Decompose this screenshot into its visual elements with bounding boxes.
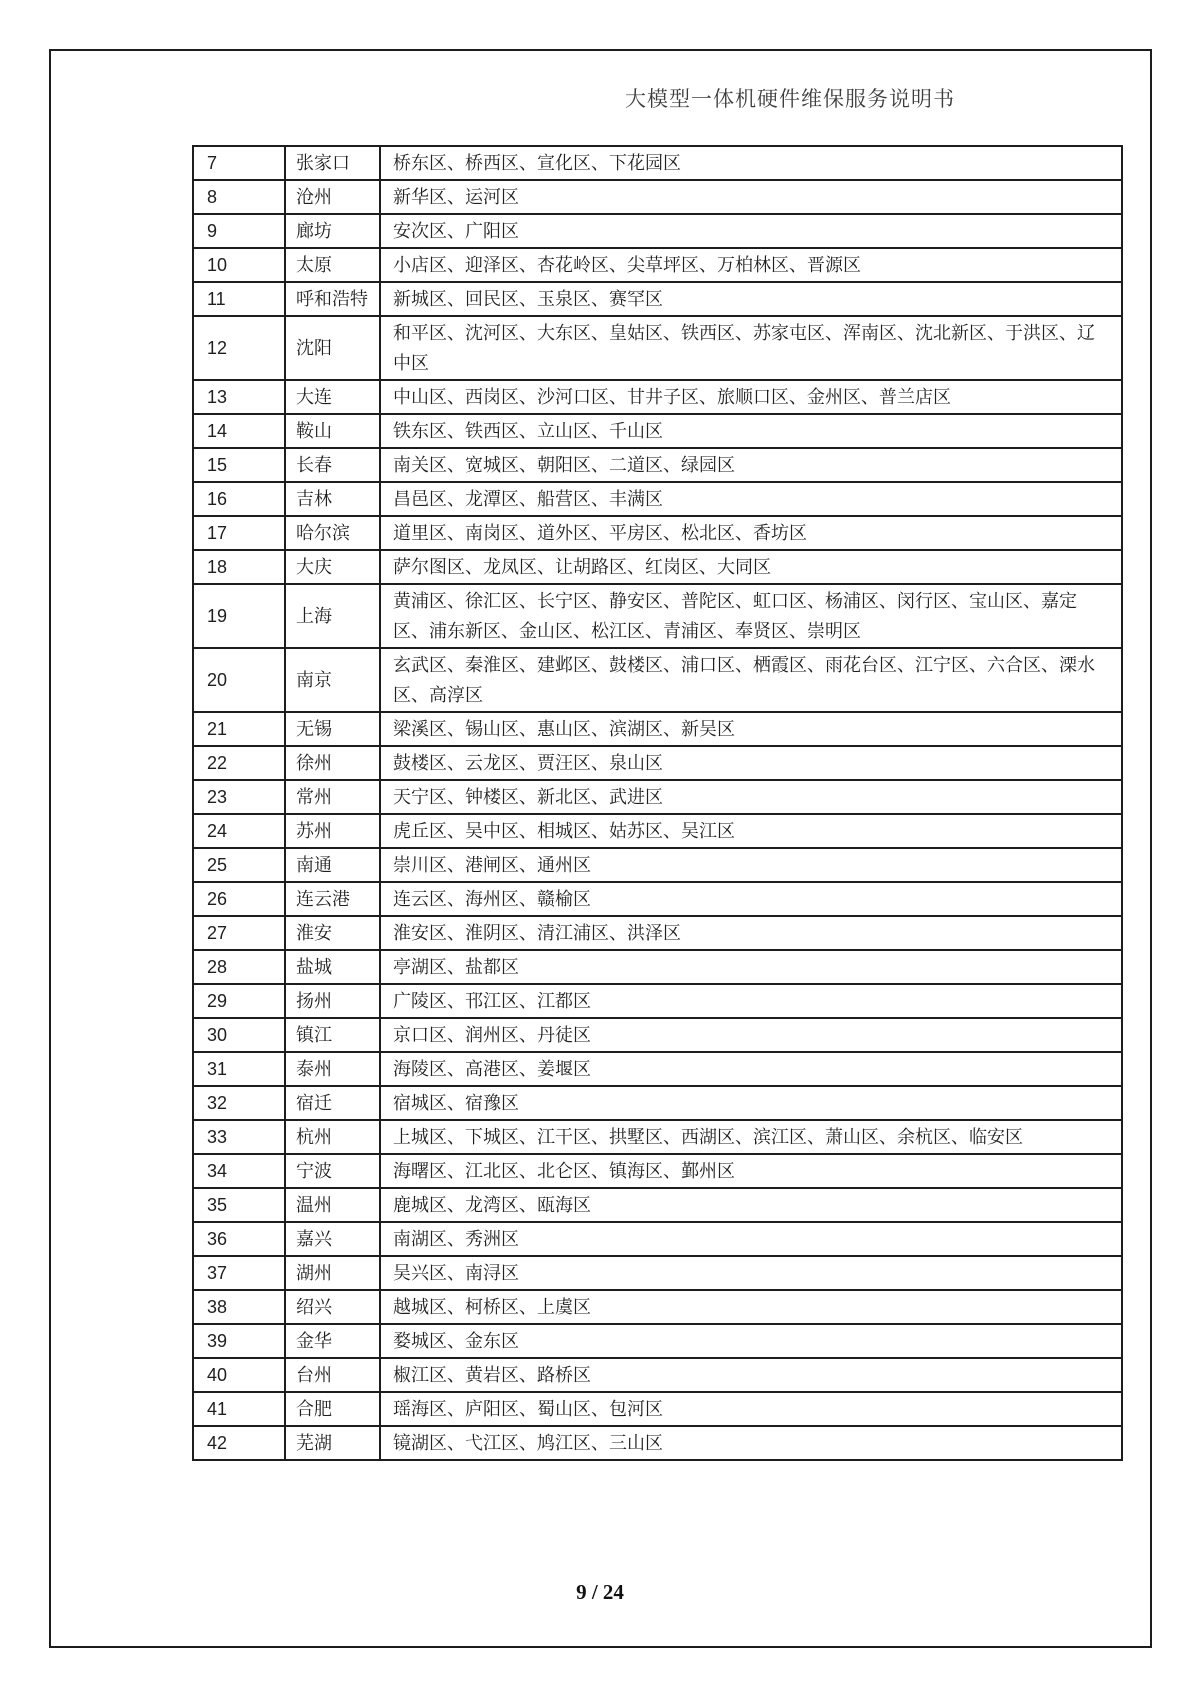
table-row xyxy=(193,550,1122,584)
city-cell: 芜湖 xyxy=(285,1426,380,1460)
table-row xyxy=(193,746,1122,780)
row-number-cell: 25 xyxy=(193,848,285,882)
districts-cell: 镜湖区、弋江区、鸠江区、三山区 xyxy=(380,1426,1122,1460)
table-row xyxy=(193,848,1122,882)
city-cell: 金华 xyxy=(285,1324,380,1358)
districts-cell: 连云区、海州区、赣榆区 xyxy=(380,882,1122,916)
table-row xyxy=(193,1358,1122,1392)
table-row xyxy=(193,950,1122,984)
region-table-body xyxy=(193,146,1122,1460)
city-cell: 无锡 xyxy=(285,712,380,746)
row-number-cell: 24 xyxy=(193,814,285,848)
city-cell: 大庆 xyxy=(285,550,380,584)
document-header-title: 大模型一体机硬件维保服务说明书 xyxy=(625,87,955,111)
city-cell: 嘉兴 xyxy=(285,1222,380,1256)
row-number-cell: 27 xyxy=(193,916,285,950)
row-number-cell: 39 xyxy=(193,1324,285,1358)
city-cell: 扬州 xyxy=(285,984,380,1018)
city-cell: 太原 xyxy=(285,248,380,282)
row-number-cell: 38 xyxy=(193,1290,285,1324)
city-cell: 绍兴 xyxy=(285,1290,380,1324)
table-row xyxy=(193,648,1122,712)
table-row xyxy=(193,882,1122,916)
city-cell: 南京 xyxy=(285,648,380,712)
city-cell: 哈尔滨 xyxy=(285,516,380,550)
districts-cell: 京口区、润州区、丹徒区 xyxy=(380,1018,1122,1052)
city-cell: 上海 xyxy=(285,584,380,648)
city-cell: 长春 xyxy=(285,448,380,482)
row-number-cell: 36 xyxy=(193,1222,285,1256)
districts-cell: 玄武区、秦淮区、建邺区、鼓楼区、浦口区、栖霞区、雨花台区、江宁区、六合区、溧水区、高淳区 xyxy=(380,648,1122,712)
page-number-footer: 9 / 24 xyxy=(576,1580,624,1604)
row-number-cell: 34 xyxy=(193,1154,285,1188)
districts-cell: 新华区、运河区 xyxy=(380,180,1122,214)
city-cell: 湖州 xyxy=(285,1256,380,1290)
city-cell: 合肥 xyxy=(285,1392,380,1426)
districts-cell: 天宁区、钟楼区、新北区、武进区 xyxy=(380,780,1122,814)
city-cell: 温州 xyxy=(285,1188,380,1222)
districts-cell: 瑶海区、庐阳区、蜀山区、包河区 xyxy=(380,1392,1122,1426)
row-number-cell: 33 xyxy=(193,1120,285,1154)
row-number-cell: 22 xyxy=(193,746,285,780)
row-number-cell: 37 xyxy=(193,1256,285,1290)
city-cell: 吉林 xyxy=(285,482,380,516)
table-row xyxy=(193,1222,1122,1256)
table-row xyxy=(193,414,1122,448)
table-row xyxy=(193,180,1122,214)
city-cell: 苏州 xyxy=(285,814,380,848)
row-number-cell: 8 xyxy=(193,180,285,214)
districts-cell: 上城区、下城区、江干区、拱墅区、西湖区、滨江区、萧山区、余杭区、临安区 xyxy=(380,1120,1122,1154)
table-row xyxy=(193,584,1122,648)
table-row xyxy=(193,1290,1122,1324)
districts-cell: 椒江区、黄岩区、路桥区 xyxy=(380,1358,1122,1392)
city-cell: 宁波 xyxy=(285,1154,380,1188)
table-row xyxy=(193,1324,1122,1358)
districts-cell: 广陵区、邗江区、江都区 xyxy=(380,984,1122,1018)
city-cell: 沈阳 xyxy=(285,316,380,380)
districts-cell: 小店区、迎泽区、杏花岭区、尖草坪区、万柏林区、晋源区 xyxy=(380,248,1122,282)
table-row xyxy=(193,984,1122,1018)
table-row xyxy=(193,516,1122,550)
districts-cell: 海陵区、高港区、姜堰区 xyxy=(380,1052,1122,1086)
row-number-cell: 29 xyxy=(193,984,285,1018)
city-cell: 沧州 xyxy=(285,180,380,214)
table-row xyxy=(193,780,1122,814)
districts-cell: 昌邑区、龙潭区、船营区、丰满区 xyxy=(380,482,1122,516)
row-number-cell: 26 xyxy=(193,882,285,916)
districts-cell: 黄浦区、徐汇区、长宁区、静安区、普陀区、虹口区、杨浦区、闵行区、宝山区、嘉定区、浦东新区、金山区、松江区、青浦区、奉贤区、崇明区 xyxy=(380,584,1122,648)
row-number-cell: 18 xyxy=(193,550,285,584)
districts-cell: 越城区、柯桥区、上虞区 xyxy=(380,1290,1122,1324)
table-row xyxy=(193,1086,1122,1120)
city-cell: 徐州 xyxy=(285,746,380,780)
districts-cell: 鹿城区、龙湾区、瓯海区 xyxy=(380,1188,1122,1222)
row-number-cell: 16 xyxy=(193,482,285,516)
row-number-cell: 30 xyxy=(193,1018,285,1052)
row-number-cell: 28 xyxy=(193,950,285,984)
table-row xyxy=(193,1426,1122,1460)
row-number-cell: 13 xyxy=(193,380,285,414)
districts-cell: 中山区、西岗区、沙河口区、甘井子区、旅顺口区、金州区、普兰店区 xyxy=(380,380,1122,414)
districts-cell: 婺城区、金东区 xyxy=(380,1324,1122,1358)
table-row xyxy=(193,1120,1122,1154)
table-row xyxy=(193,316,1122,380)
row-number-cell: 20 xyxy=(193,648,285,712)
row-number-cell: 42 xyxy=(193,1426,285,1460)
row-number-cell: 32 xyxy=(193,1086,285,1120)
row-number-cell: 40 xyxy=(193,1358,285,1392)
row-number-cell: 14 xyxy=(193,414,285,448)
row-number-cell: 7 xyxy=(193,146,285,180)
table-row xyxy=(193,1392,1122,1426)
districts-cell: 南关区、宽城区、朝阳区、二道区、绿园区 xyxy=(380,448,1122,482)
table-row xyxy=(193,1052,1122,1086)
districts-cell: 铁东区、铁西区、立山区、千山区 xyxy=(380,414,1122,448)
table-row xyxy=(193,1256,1122,1290)
city-district-table xyxy=(192,145,1123,1461)
table-row xyxy=(193,712,1122,746)
districts-cell: 梁溪区、锡山区、惠山区、滨湖区、新吴区 xyxy=(380,712,1122,746)
districts-cell: 吴兴区、南浔区 xyxy=(380,1256,1122,1290)
row-number-cell: 11 xyxy=(193,282,285,316)
districts-cell: 道里区、南岗区、道外区、平房区、松北区、香坊区 xyxy=(380,516,1122,550)
row-number-cell: 9 xyxy=(193,214,285,248)
districts-cell: 鼓楼区、云龙区、贾汪区、泉山区 xyxy=(380,746,1122,780)
city-cell: 台州 xyxy=(285,1358,380,1392)
row-number-cell: 12 xyxy=(193,316,285,380)
table-row xyxy=(193,916,1122,950)
table-row xyxy=(193,448,1122,482)
districts-cell: 南湖区、秀洲区 xyxy=(380,1222,1122,1256)
districts-cell: 淮安区、淮阴区、清江浦区、洪泽区 xyxy=(380,916,1122,950)
table-row xyxy=(193,1154,1122,1188)
city-cell: 南通 xyxy=(285,848,380,882)
table-row xyxy=(193,380,1122,414)
table-row xyxy=(193,146,1122,180)
row-number-cell: 15 xyxy=(193,448,285,482)
city-cell: 宿迁 xyxy=(285,1086,380,1120)
table-row xyxy=(193,1018,1122,1052)
city-cell: 连云港 xyxy=(285,882,380,916)
row-number-cell: 35 xyxy=(193,1188,285,1222)
districts-cell: 海曙区、江北区、北仑区、镇海区、鄞州区 xyxy=(380,1154,1122,1188)
districts-cell: 崇川区、港闸区、通州区 xyxy=(380,848,1122,882)
table-row xyxy=(193,282,1122,316)
table-row xyxy=(193,248,1122,282)
districts-cell: 亭湖区、盐都区 xyxy=(380,950,1122,984)
districts-cell: 虎丘区、吴中区、相城区、姑苏区、吴江区 xyxy=(380,814,1122,848)
row-number-cell: 17 xyxy=(193,516,285,550)
row-number-cell: 23 xyxy=(193,780,285,814)
row-number-cell: 10 xyxy=(193,248,285,282)
city-cell: 张家口 xyxy=(285,146,380,180)
row-number-cell: 21 xyxy=(193,712,285,746)
districts-cell: 宿城区、宿豫区 xyxy=(380,1086,1122,1120)
table-row xyxy=(193,482,1122,516)
city-cell: 鞍山 xyxy=(285,414,380,448)
city-cell: 常州 xyxy=(285,780,380,814)
table-row xyxy=(193,814,1122,848)
city-cell: 杭州 xyxy=(285,1120,380,1154)
city-cell: 廊坊 xyxy=(285,214,380,248)
table-row xyxy=(193,1188,1122,1222)
city-cell: 淮安 xyxy=(285,916,380,950)
city-cell: 呼和浩特 xyxy=(285,282,380,316)
row-number-cell: 19 xyxy=(193,584,285,648)
districts-cell: 桥东区、桥西区、宣化区、下花园区 xyxy=(380,146,1122,180)
districts-cell: 新城区、回民区、玉泉区、赛罕区 xyxy=(380,282,1122,316)
row-number-cell: 41 xyxy=(193,1392,285,1426)
districts-cell: 萨尔图区、龙凤区、让胡路区、红岗区、大同区 xyxy=(380,550,1122,584)
row-number-cell: 31 xyxy=(193,1052,285,1086)
districts-cell: 安次区、广阳区 xyxy=(380,214,1122,248)
city-cell: 盐城 xyxy=(285,950,380,984)
districts-cell: 和平区、沈河区、大东区、皇姑区、铁西区、苏家屯区、浑南区、沈北新区、于洪区、辽中区 xyxy=(380,316,1122,380)
city-cell: 大连 xyxy=(285,380,380,414)
city-cell: 镇江 xyxy=(285,1018,380,1052)
city-cell: 泰州 xyxy=(285,1052,380,1086)
table-row xyxy=(193,214,1122,248)
